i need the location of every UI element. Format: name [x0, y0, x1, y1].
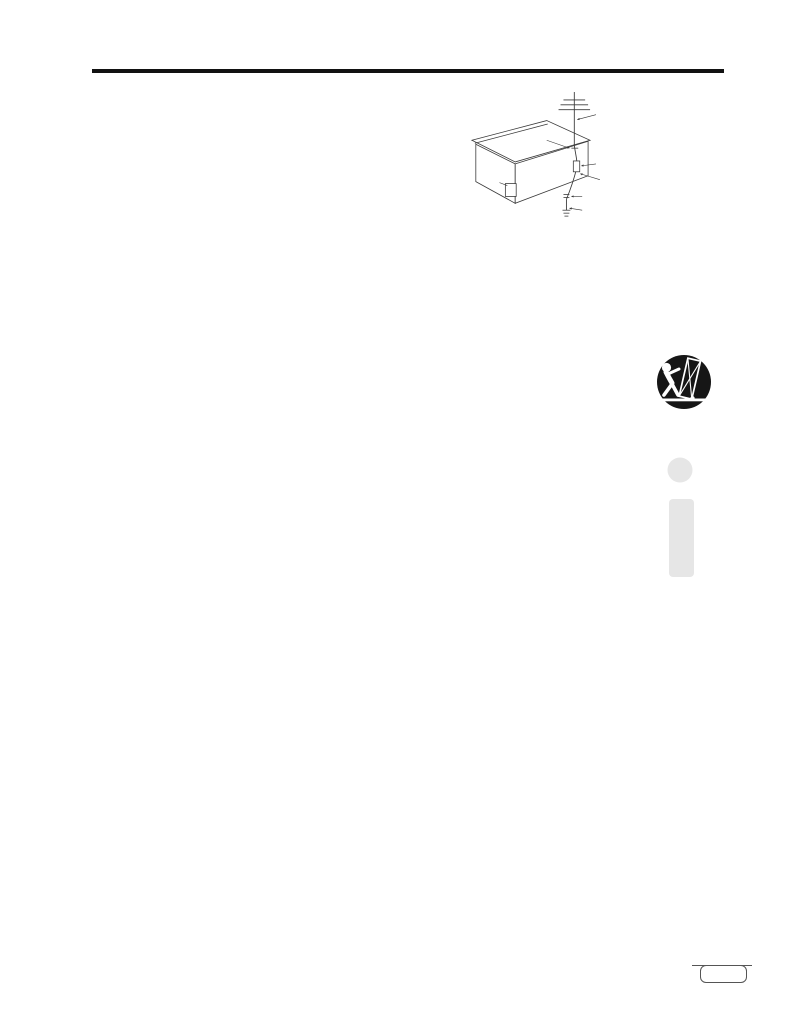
page-footer [692, 952, 772, 988]
content [92, 56, 724, 242]
antenna-grounding-svg [464, 79, 724, 237]
title-rule [92, 69, 724, 73]
footer-box [700, 965, 747, 983]
antenna-grounding-diagram [464, 79, 724, 242]
watermark-i-dot [668, 458, 693, 483]
cart-tipover-icon [652, 354, 720, 420]
diagram-row [92, 79, 724, 242]
ground-line [657, 399, 711, 402]
house-outline [472, 120, 590, 203]
watermark-i-stem [669, 499, 694, 577]
